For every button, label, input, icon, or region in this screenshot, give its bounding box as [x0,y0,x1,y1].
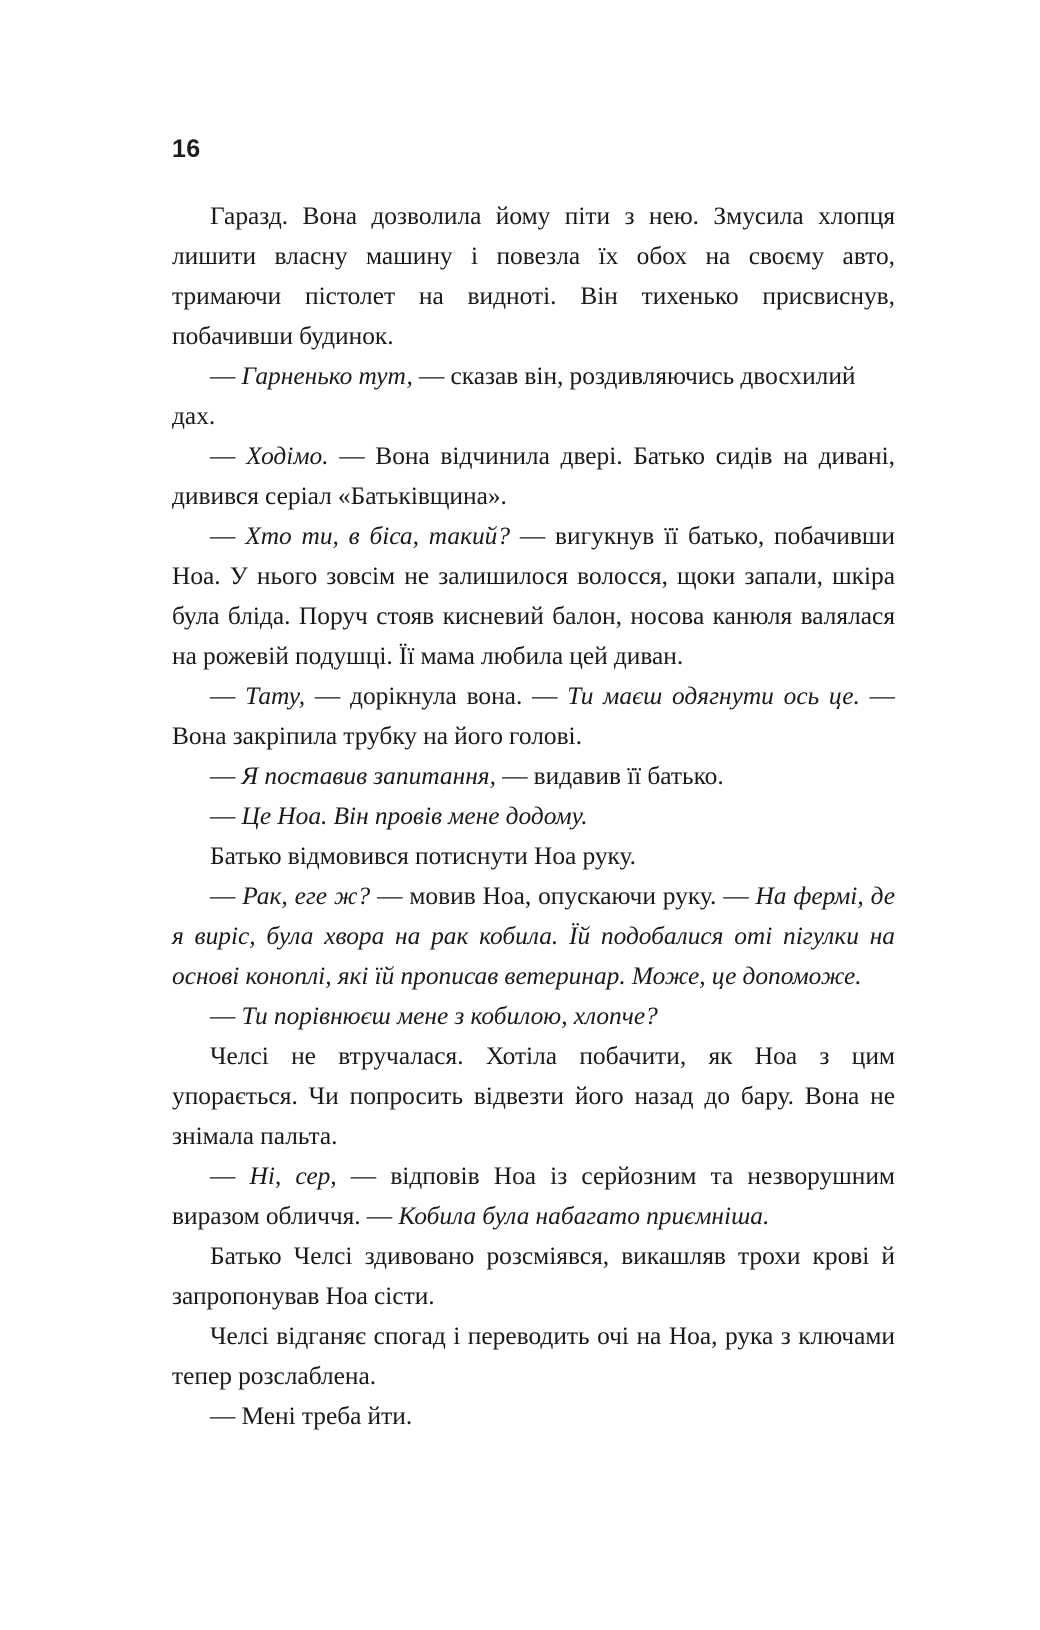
speech-italic: Кобила була набагато приємніша. [398,1202,770,1230]
body-text-block [172,196,895,1436]
text-roman: — відповів Ноа із серйозним та незворушним виразом обличчя. — [172,1162,895,1230]
text-roman: Челсі не втручалася. Хотіла побачити, як Ноа з цим упорається. Чи попросить відвезти його назад до бару. Вона не знімала пальта. [172,1042,895,1150]
paragraph-dialogue [172,876,895,996]
paragraph-narration [172,1316,895,1396]
speech-italic: Ходімо. [246,442,329,470]
paragraph-narration [172,1236,895,1316]
text-roman: — [210,762,242,790]
speech-italic: Ти порівнюєш мене з кобилою, хлопче? [241,1002,658,1030]
paragraph-dialogue [172,676,895,756]
text-roman: — [210,362,242,390]
text-roman: — Вона закріпила трубку на його голові. [172,682,895,750]
text-roman: — вигукнув її батько, побачивши Ноа. У нього зовсім не залишилося волосся, щоки запали, шкіра була бліда. Поруч стояв кисневий балон, носова канюля валялася на рожевій подушці. Її мама любила цей диван. [172,522,895,670]
paragraph-dialogue [172,756,895,796]
page-number: 16 [172,135,201,163]
speech-italic: Рак, еге ж? [242,882,371,910]
speech-italic: Ні, сер, [249,1162,337,1190]
speech-italic: Хто ти, в біса, такий? [245,522,511,550]
paragraph-dialogue [172,796,895,836]
text-roman: Гаразд. Вона дозволила йому піти з нею. Змусила хлопця лишити власну машину і повезла їх обох на своєму авто, тримаючи пістолет на видноті. Він тихенько присвиснув, побачивши будинок. [172,202,895,350]
paragraph-dialogue [172,996,895,1036]
paragraph-narration [172,836,895,876]
speech-italic: Гарненько тут, [241,362,413,390]
paragraph-dialogue [172,516,895,676]
text-roman: Челсі відганяє спогад і переводить очі на Ноа, рука з ключами тепер розслаблена. [172,1322,895,1390]
speech-italic: Це Ноа. Він провів мене додому. [241,802,588,830]
text-roman: — [210,1002,242,1030]
paragraph-narration [172,1036,895,1156]
text-roman: — [210,882,243,910]
speech-italic: На фермі, де я виріс, була хвора на рак кобила. Їй подобалися оті пігулки на основі коноплі, які їй прописав ветеринар. Може, це допоможе. [172,882,895,990]
text-roman: — [210,682,246,710]
text-roman: — [210,442,247,470]
text-roman: Батько Челсі здивовано розсміявся, викашляв трохи крові й запропонував Ноа сісти. [172,1242,895,1310]
text-roman: — [210,1162,250,1190]
text-roman: — видавив її батько. [495,762,724,790]
text-roman: — мовив Ноа, опускаючи руку. — [370,882,756,910]
paragraph-dialogue [172,356,895,436]
paragraph-dialogue [172,436,895,516]
text-roman: — сказав він, роздивляючись двосхилий дах. [172,362,856,430]
text-roman: — Мені треба йти. [210,1402,413,1430]
speech-italic: Ти маєш одягнути ось це. [567,682,860,710]
text-roman: — [210,802,242,830]
speech-italic: Я поставив запитання, [241,762,496,790]
paragraph-narration [172,196,895,356]
text-roman: — [210,522,246,550]
text-roman: — Вона відчинила двері. Батько сидів на дивані, дивився серіал «Батьківщина». [172,442,896,510]
paragraph-dialogue [172,1156,895,1236]
text-roman: — дорікнула вона. — [305,682,568,710]
text-roman: Батько відмовився потиснути Ноа руку. [210,842,636,870]
paragraph-dialogue [172,1396,895,1436]
speech-italic: Тату, [245,682,306,710]
